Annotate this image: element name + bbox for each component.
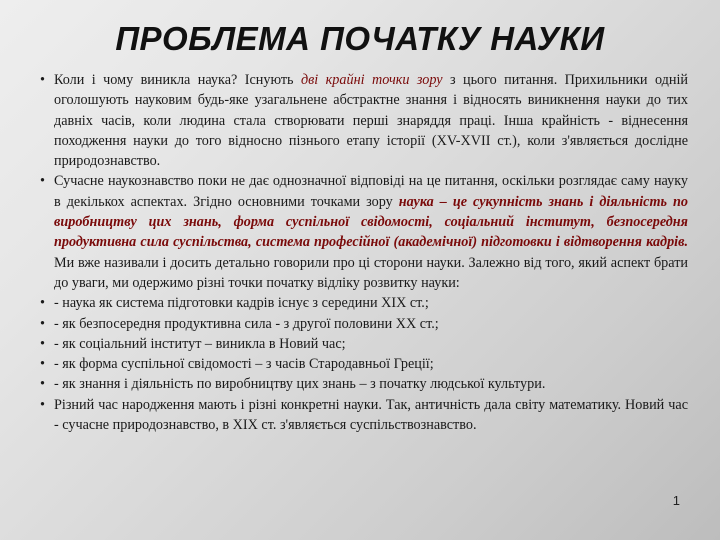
slide-title: ПРОБЛЕМА ПОЧАТКУ НАУКИ bbox=[115, 20, 605, 57]
bullet-marker: • bbox=[40, 173, 45, 190]
paragraph-text: Коли і чому виникла наука? Існують bbox=[54, 72, 301, 88]
paragraph-text: Різний час народження мають і різні конкретні науки. Так, античність дала світу математику. Новий час - сучасне природознавство, в XIX ст. з'являється суспільствознавство. bbox=[54, 396, 688, 434]
list-item-text: - як форма суспільної свідомості – з часів Стародавньої Греції; bbox=[54, 356, 434, 373]
paragraph-text: з цього питання. Прихильники одній оголошують науковим будь-яке узагальнене абстрактне знання і відносять виникнення науки до тих давніх часів, коли людина стала створювати перші знаряддя праці. Інша крайність - віднесення походження науки до того відносно пізнього етапу історії (XV-XVII ст.), коли з'являється дослідне природознавство. bbox=[54, 72, 688, 170]
bullet-marker: • bbox=[40, 396, 45, 413]
paragraph-text: Ми вже називали і досить детально говорили про ці сторони науки. Залежно від того, який аспект брати до уваги, ми одержимо різні точки початку відліку розвитку науки: bbox=[54, 254, 688, 291]
bullet-marker: • bbox=[40, 335, 45, 352]
list-item-text: - наука як система підготовки кадрів існує з середини XIX ст.; bbox=[54, 295, 429, 312]
paragraph-specific-sciences bbox=[40, 395, 688, 436]
list-item bbox=[40, 293, 688, 313]
slide-body bbox=[40, 70, 688, 435]
bullet-marker: • bbox=[40, 315, 45, 332]
highlighted-phrase: дві крайні точки зору bbox=[300, 72, 443, 88]
list-item bbox=[40, 334, 688, 354]
paragraph-text: Сучасне наукознавство поки не дає однозначної відповіді на це питання, оскільки розглядає саму науку в декількох аспектах. Згідно основними точками зору bbox=[54, 173, 688, 210]
bullet-marker: • bbox=[40, 356, 45, 373]
list-item-text: - як соціальний інститут – виникла в Новий час; bbox=[54, 335, 346, 352]
list-item-text: - як безпосередня продуктивна сила - з другої половини XX ст.; bbox=[54, 315, 439, 332]
page-number: 1 bbox=[672, 493, 680, 508]
list-item-text: - як знання і діяльність по виробництву цих знань – з початку людської культури. bbox=[54, 376, 546, 393]
list-item bbox=[40, 374, 688, 394]
list-item bbox=[40, 314, 688, 334]
bullet-marker: • bbox=[40, 376, 45, 393]
paragraph-origin-question bbox=[40, 70, 688, 171]
bullet-marker: • bbox=[40, 295, 45, 312]
bullet-marker: • bbox=[40, 72, 45, 88]
highlighted-definition: наука – це сукупність знань і діяльність по виробництву цих знань, форма суспільної свідомості, соціальний інститут, безпосередня продуктивна сила суспільства, система професійної (академічної) підготовки і відтворення кадрів. bbox=[54, 193, 688, 251]
paragraph-modern-science-studies bbox=[40, 171, 688, 293]
list-item bbox=[40, 354, 688, 374]
